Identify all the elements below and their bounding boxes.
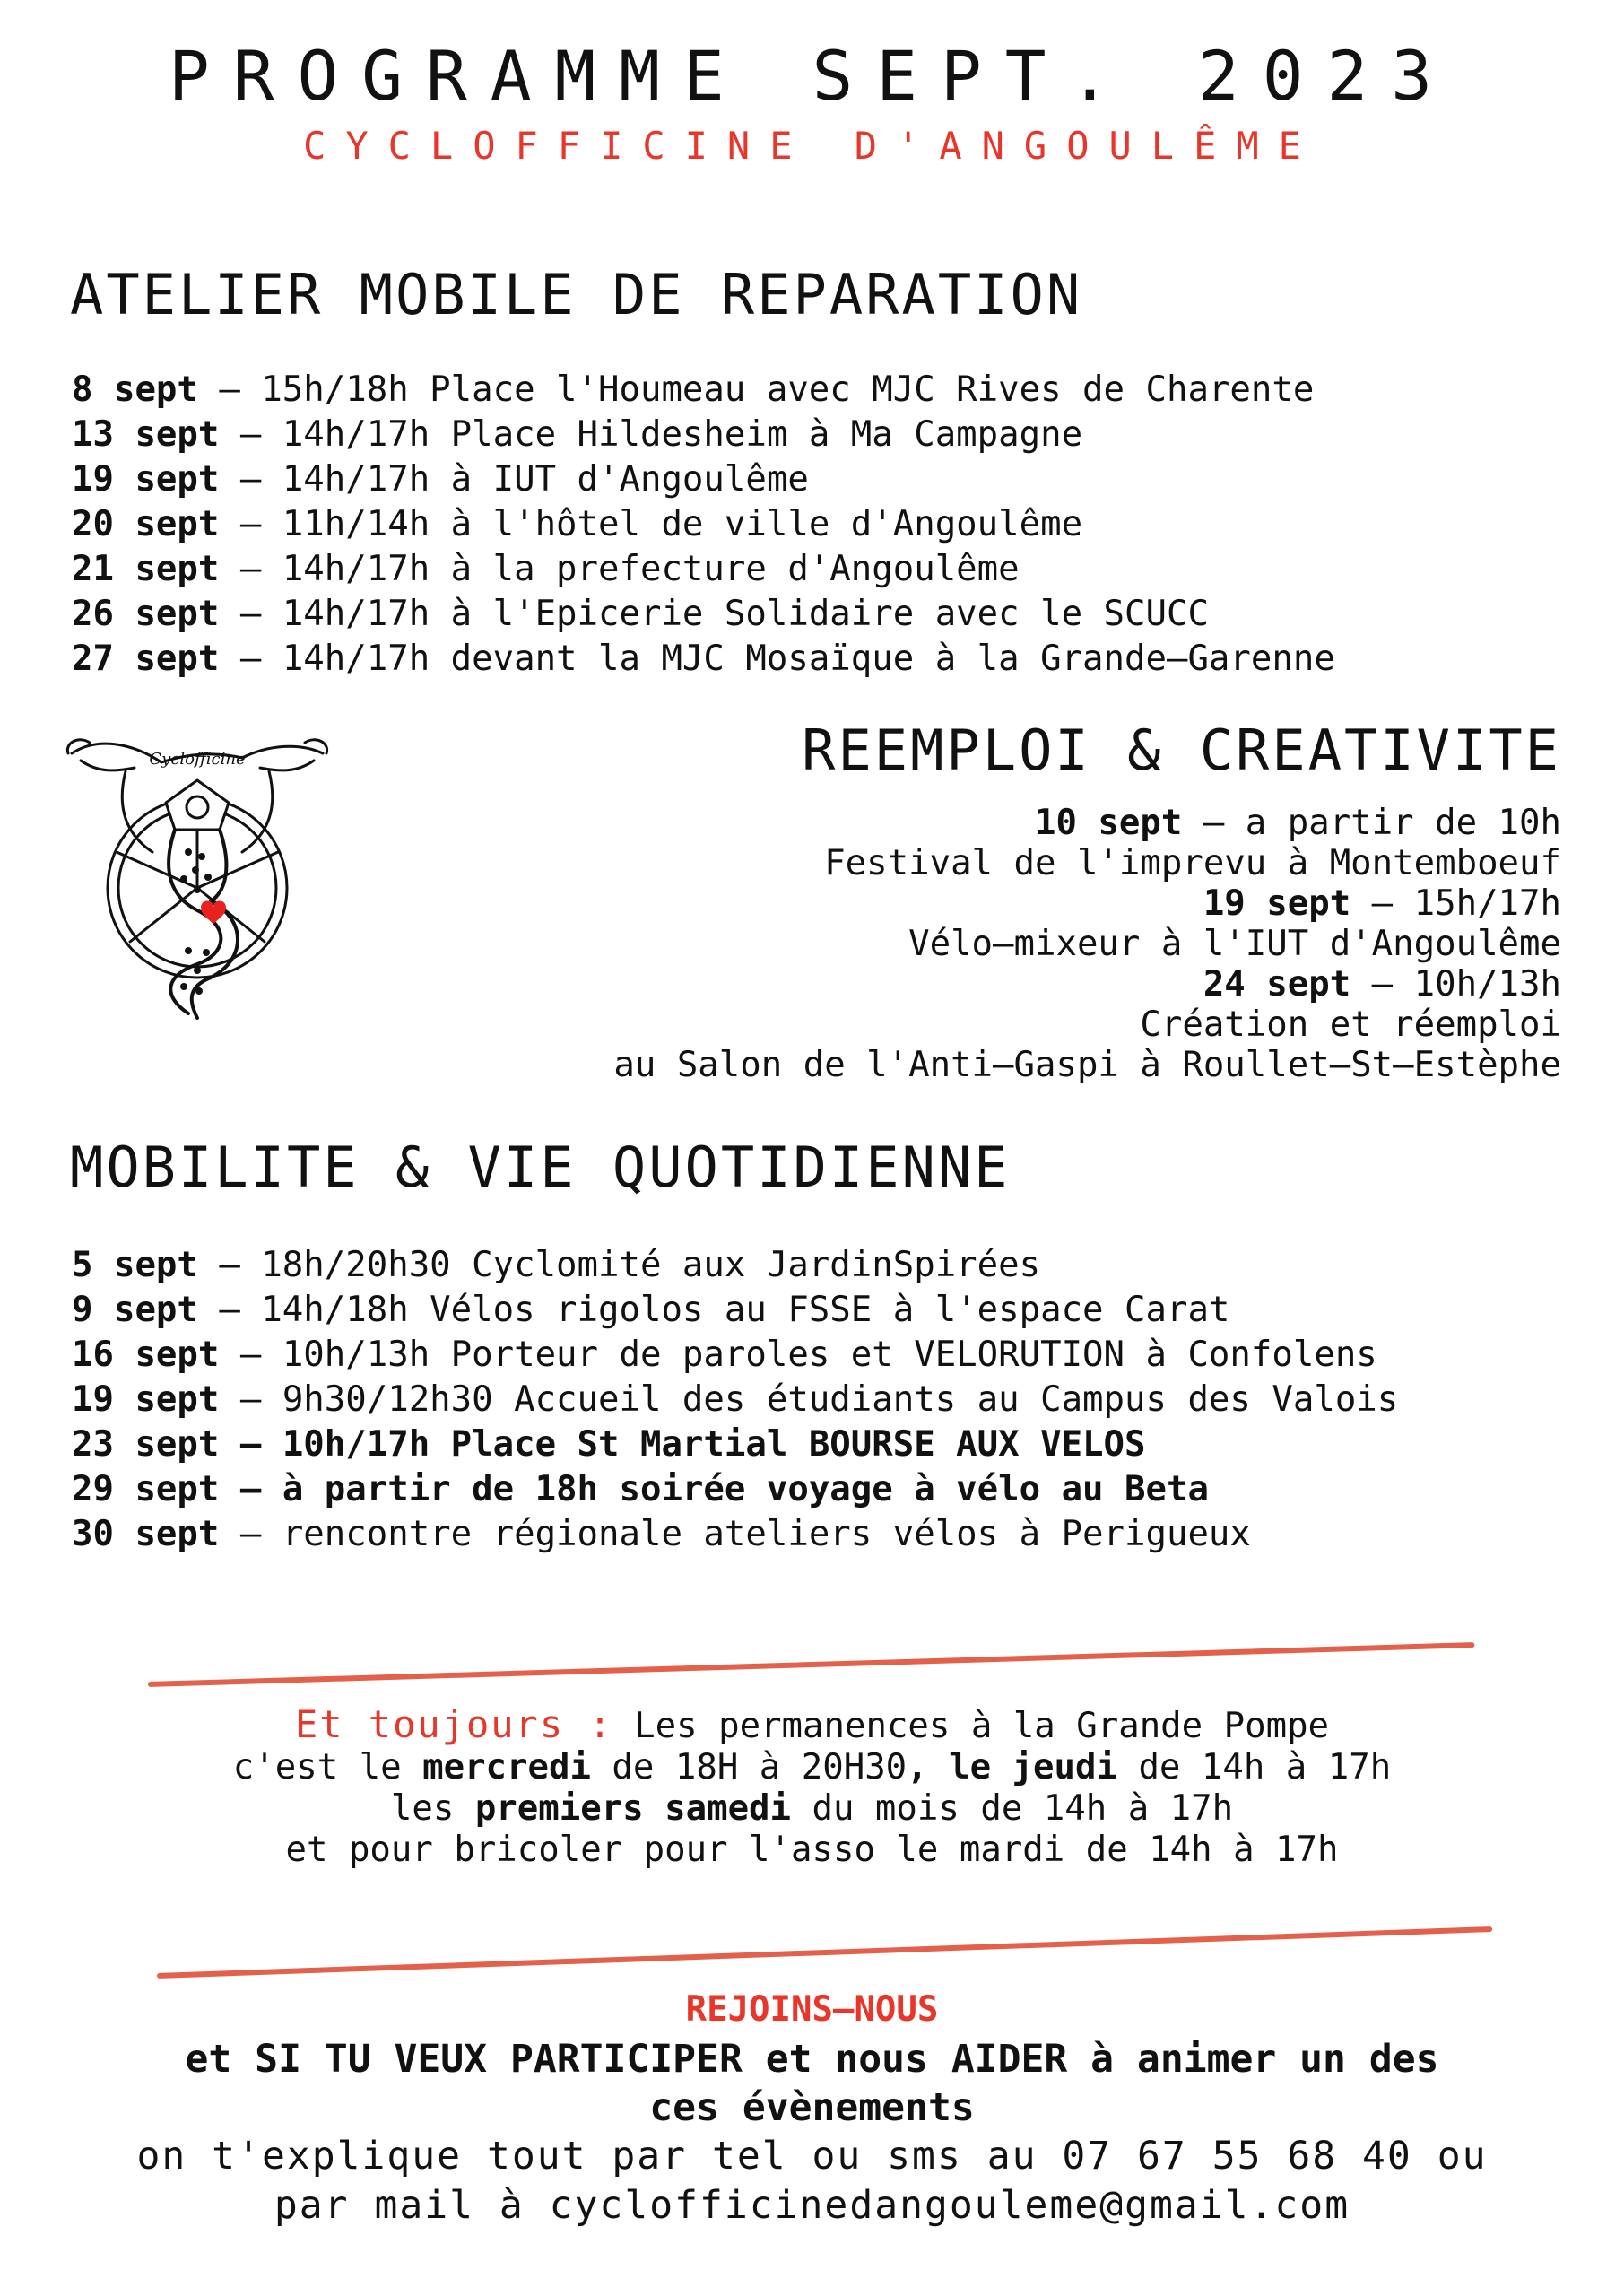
event-date: 5 sept <box>72 1245 198 1285</box>
event-desc: au Salon de l'Anti–Gaspi à Roullet–St–Estèphe <box>613 1045 1561 1085</box>
event-date: 9 sept <box>72 1290 198 1330</box>
event-text: – 14h/17h Place Hildesheim à Ma Campagne <box>219 414 1083 455</box>
info-line: c'est le mercredi de 18H à 20H30, le jeudi de 14h à 17h <box>232 1747 1392 1787</box>
join-bold-line: ces évènements <box>649 2085 975 2130</box>
event-desc: Création et réemploi <box>1140 1004 1561 1045</box>
list-item <box>72 368 1335 413</box>
event-time: – 15h/17h <box>1350 883 1561 924</box>
event-date: 30 sept <box>72 1514 220 1554</box>
event-date: 13 sept <box>72 414 220 455</box>
event-text: – 9h30/12h30 Accueil des étudiants au Campus des Valois <box>219 1379 1399 1420</box>
list-item <box>72 1243 1398 1288</box>
event-date: 23 sept <box>72 1424 220 1465</box>
event-text: – à partir de 18h soirée voyage à vélo au Beta <box>219 1469 1209 1509</box>
event-time: – 10h/13h <box>1350 964 1561 1004</box>
permanences-info <box>0 1704 1624 1871</box>
list-item <box>72 457 1335 502</box>
event-desc: Vélo–mixeur à l'IUT d'Angoulême <box>908 924 1561 964</box>
join-contact-phone: on t'explique tout par tel ou sms au 07 67 55 68 40 ou <box>136 2134 1488 2179</box>
mobilite-list <box>72 1243 1398 1557</box>
event-date: 21 sept <box>72 549 220 589</box>
event-date: 29 sept <box>72 1469 220 1509</box>
section-heading-reemploi: REEMPLOI & CREATIVITE <box>802 718 1561 783</box>
event-text: – 10h/13h Porteur de paroles et VELORUTION à Confolens <box>219 1335 1377 1375</box>
event-text: – 10h/17h Place St Martial BOURSE AUX VELOS <box>219 1424 1146 1465</box>
event-date: 19 sept <box>72 459 220 500</box>
bicycle-snake-logo-icon <box>63 718 332 1022</box>
list-item <box>72 502 1335 547</box>
event-text: – 14h/18h Vélos rigolos au FSSE à l'espace Carat <box>197 1290 1230 1330</box>
event-date: 20 sept <box>72 504 220 544</box>
reemploi-list <box>613 803 1561 1085</box>
section-heading-mobilite: MOBILITE & VIE QUOTIDIENNE <box>70 1135 1011 1200</box>
list-item <box>72 592 1335 637</box>
page-title: PROGRAMME SEPT. 2023 <box>168 36 1456 116</box>
info-line <box>0 1704 1624 1747</box>
event-line <box>613 964 1561 1004</box>
event-line <box>613 803 1561 843</box>
join-section <box>0 1989 1624 2231</box>
event-text: – 11h/14h à l'hôtel de ville d'Angoulême <box>219 504 1083 544</box>
atelier-list <box>72 368 1335 682</box>
event-line <box>613 883 1561 924</box>
join-contact-mail: par mail à cyclofficinedangouleme@gmail.com <box>274 2183 1350 2228</box>
event-date: 8 sept <box>72 370 198 410</box>
divider-bottom <box>157 1926 1492 1979</box>
list-item <box>72 413 1335 457</box>
info-line: et pour bricoler pour l'asso le mardi de 14h à 17h <box>285 1830 1339 1870</box>
list-item <box>72 1467 1398 1512</box>
list-item <box>72 1333 1398 1378</box>
event-text: – 15h/18h Place l'Houmeau avec MJC Rives de Charente <box>197 370 1315 410</box>
event-text: – 18h/20h30 Cyclomité aux JardinSpirées <box>197 1245 1041 1285</box>
page-subtitle: CYCLOFFICINE D'ANGOULÊME <box>303 124 1321 168</box>
event-desc: Festival de l'imprevu à Montemboeuf <box>824 843 1561 883</box>
event-text: – 14h/17h à l'Epicerie Solidaire avec le SCUCC <box>219 594 1209 634</box>
list-item <box>72 1288 1398 1333</box>
info-lead: Et toujours : <box>294 1702 613 1746</box>
list-item <box>72 1422 1398 1467</box>
event-text: – 14h/17h à IUT d'Angoulême <box>219 459 809 500</box>
join-title: REJOINS–NOUS <box>685 1989 939 2030</box>
event-date: 16 sept <box>72 1335 220 1375</box>
logo-text: Cyclofficine <box>149 750 246 769</box>
event-text: – 14h/17h à la prefecture d'Angoulême <box>219 549 1020 589</box>
info-text: Les permanences à la Grande Pompe <box>612 1706 1330 1746</box>
event-date: 19 sept <box>72 1379 220 1420</box>
info-line: les premiers samedi du mois de 14h à 17h <box>390 1788 1234 1829</box>
event-date: 19 sept <box>1203 883 1351 924</box>
event-date: 26 sept <box>72 594 220 634</box>
list-item <box>72 1512 1398 1557</box>
section-heading-atelier: ATELIER MOBILE DE REPARATION <box>70 262 1083 327</box>
list-item <box>72 637 1335 682</box>
event-date: 10 sept <box>1034 803 1183 843</box>
join-bold-line: et SI TU VEUX PARTICIPER et nous AIDER à animer un des <box>185 2037 1439 2082</box>
event-text: – 14h/17h devant la MJC Mosaïque à la Grande–Garenne <box>219 639 1335 679</box>
event-date: 24 sept <box>1203 964 1351 1004</box>
event-date: 27 sept <box>72 639 220 679</box>
divider-top <box>148 1642 1475 1687</box>
event-text: – rencontre régionale ateliers vélos à Perigueux <box>219 1514 1251 1554</box>
list-item <box>72 1378 1398 1422</box>
list-item <box>72 547 1335 592</box>
event-time: – a partir de 10h <box>1182 803 1561 843</box>
